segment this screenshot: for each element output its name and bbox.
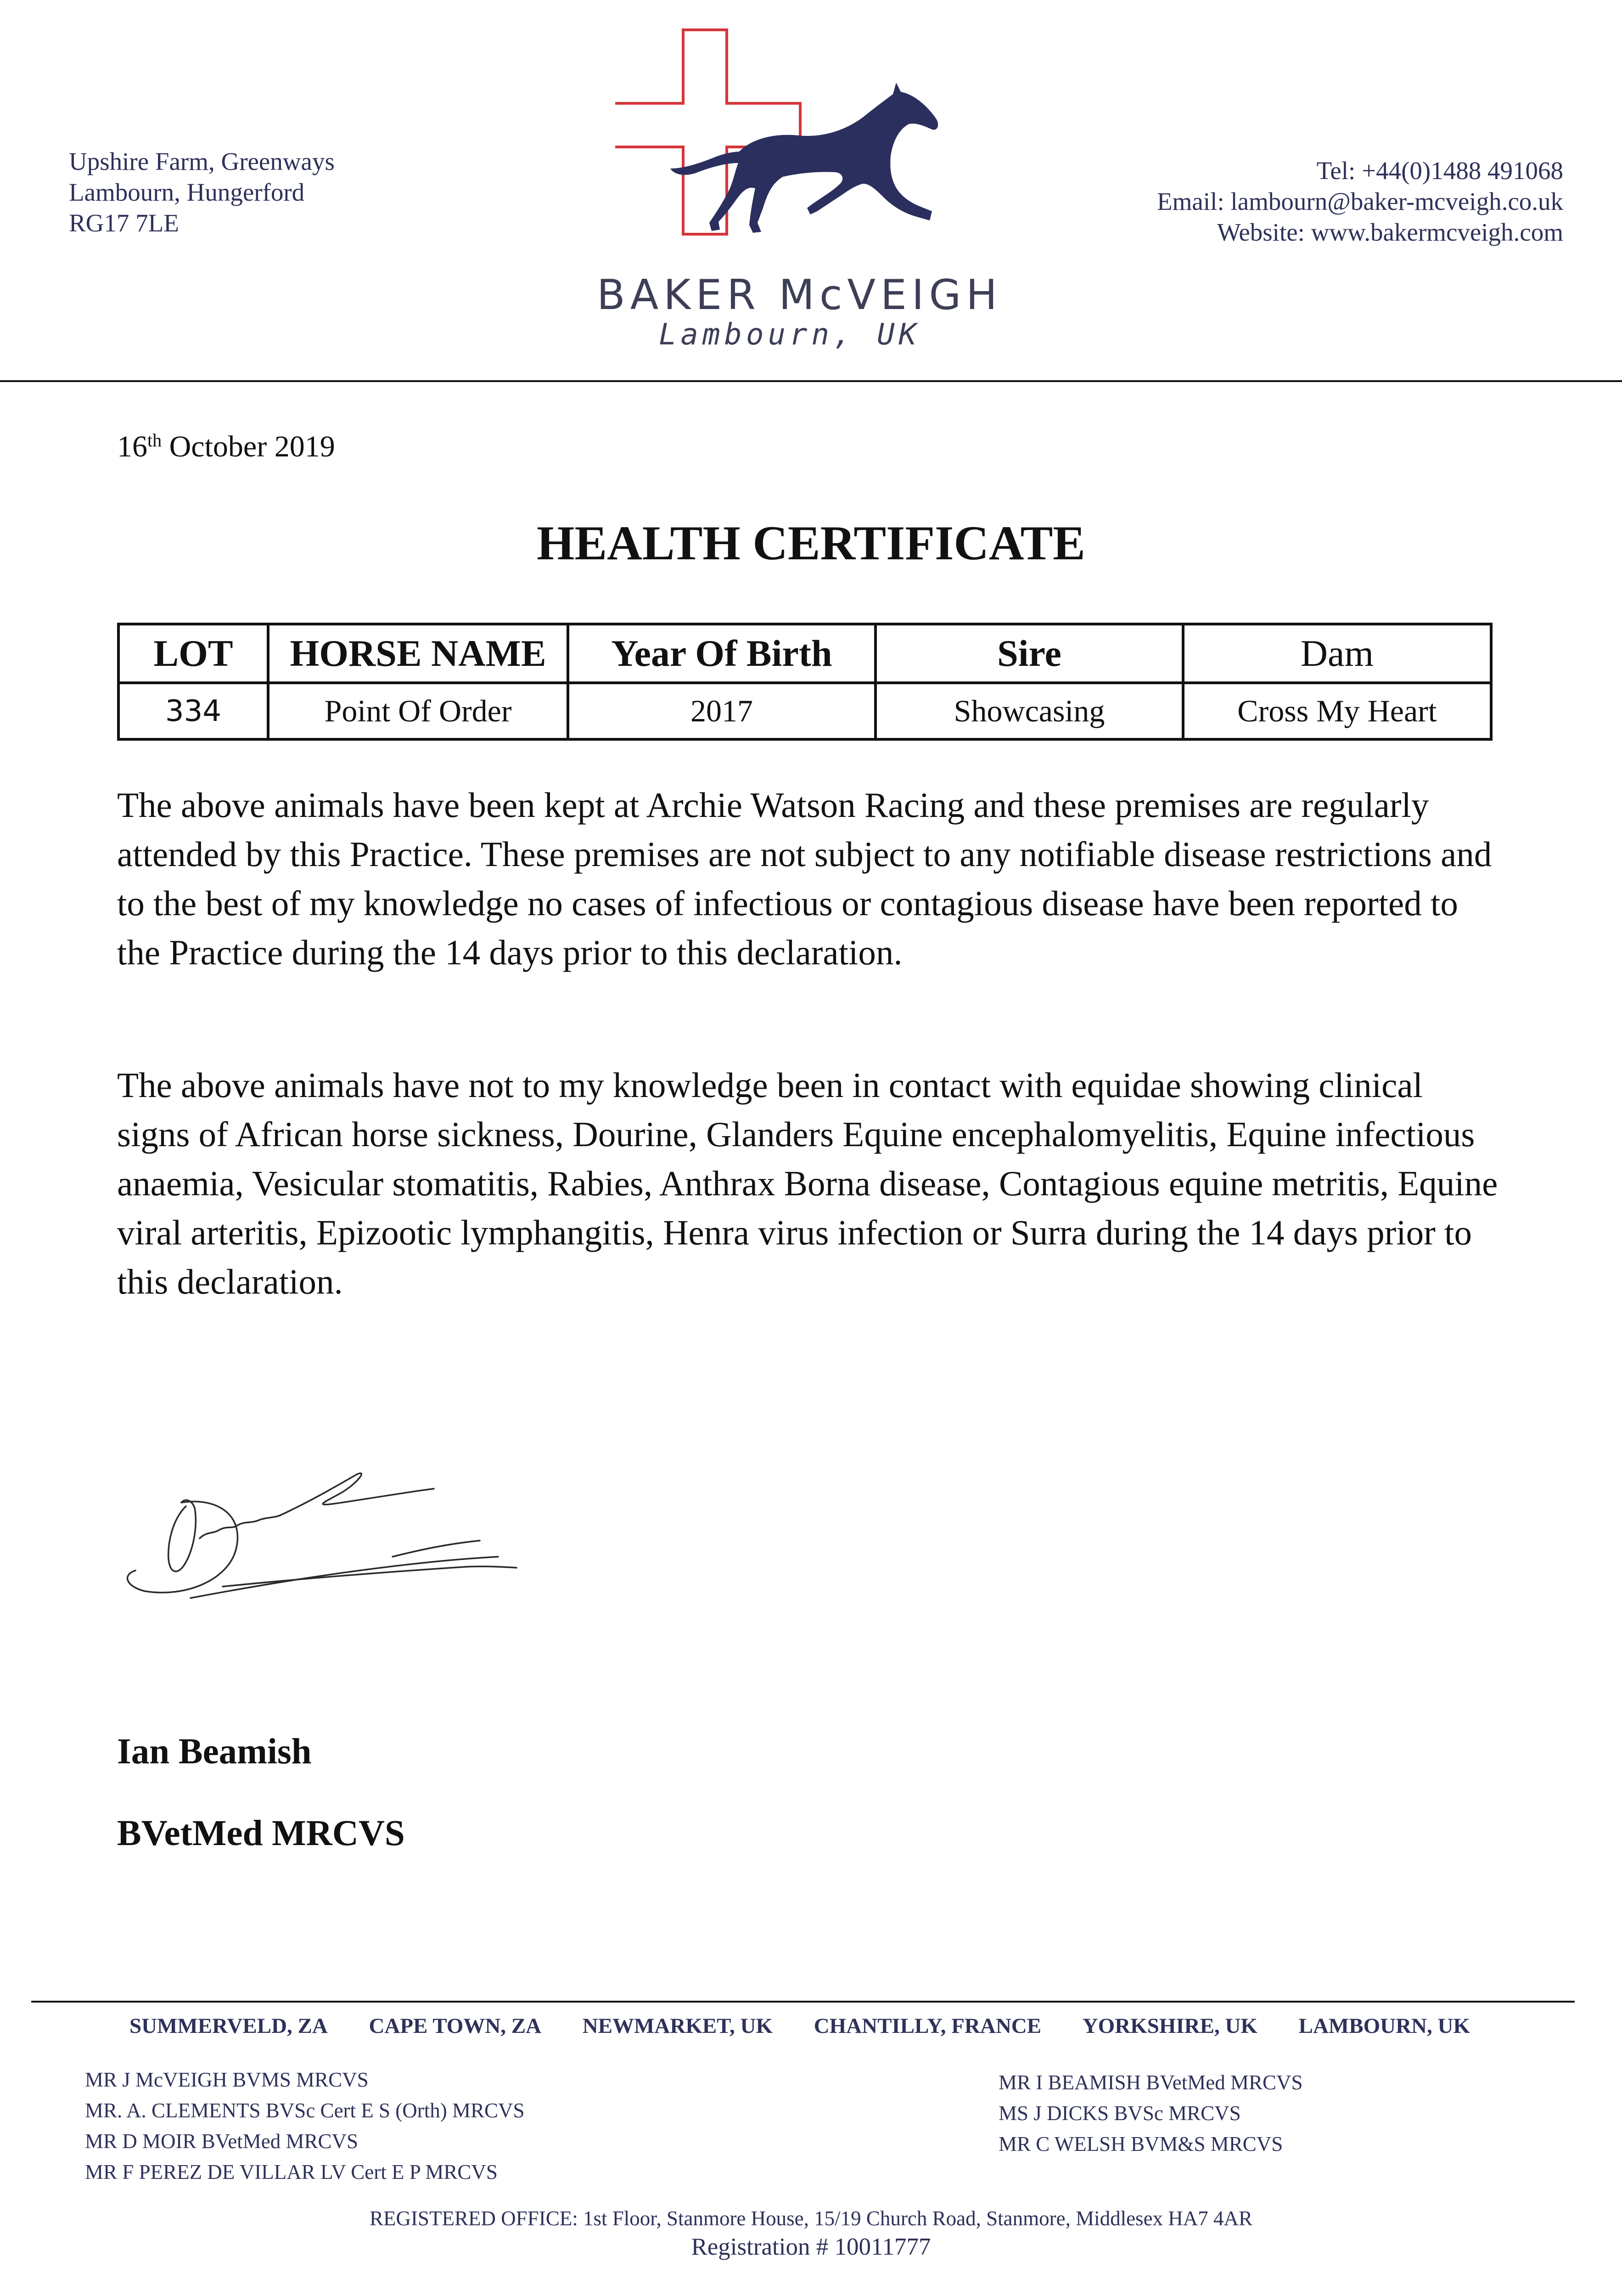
office-location: SUMMERVELD, ZA bbox=[129, 2014, 328, 2038]
practice-contact bbox=[1157, 155, 1563, 248]
signatory-name: Ian Beamish bbox=[117, 1732, 312, 1772]
vet-list-right bbox=[999, 2067, 1303, 2160]
address-line: RG17 7LE bbox=[69, 209, 179, 237]
header-lot: LOT bbox=[118, 624, 268, 683]
horse-details-table bbox=[117, 623, 1493, 741]
registered-office: REGISTERED OFFICE: 1st Floor, Stanmore House, 15/19 Church Road, Stanmore, Middlesex HA7 4AR bbox=[369, 2207, 1253, 2230]
horse-icon bbox=[670, 83, 938, 233]
office-location: CAPE TOWN, ZA bbox=[369, 2014, 542, 2038]
office-location: CHANTILLY, FRANCE bbox=[814, 2014, 1042, 2038]
vet-name: MR D MOIR BVetMed MRCVS bbox=[85, 2130, 359, 2153]
contact-email: Email: lambourn@baker-mcveigh.co.uk bbox=[1157, 187, 1563, 215]
table-row bbox=[118, 683, 1491, 739]
office-location: NEWMARKET, UK bbox=[582, 2014, 773, 2038]
vet-name: MR I BEAMISH BVetMed MRCVS bbox=[999, 2071, 1303, 2094]
vet-name: MS J DICKS BVSc MRCVS bbox=[999, 2102, 1241, 2125]
vet-name: MR. A. CLEMENTS BVSc Cert E S (Orth) MRCVS bbox=[85, 2099, 525, 2122]
header-dam: Dam bbox=[1183, 624, 1491, 683]
horse-cross-logo-icon bbox=[615, 25, 982, 273]
cell-year-of-birth: 2017 bbox=[568, 683, 876, 739]
cell-sire: Showcasing bbox=[876, 683, 1183, 739]
brand-location: Lambourn, UK bbox=[658, 318, 921, 352]
contact-website: Website: www.bakermcveigh.com bbox=[1217, 218, 1563, 246]
date-rest: October 2019 bbox=[162, 430, 335, 463]
office-locations bbox=[129, 2014, 1470, 2038]
signatory-qualifications: BVetMed MRCVS bbox=[117, 1813, 405, 1853]
date-suffix: th bbox=[147, 430, 162, 450]
address-line: Upshire Farm, Greenways bbox=[69, 147, 335, 175]
address-line: Lambourn, Hungerford bbox=[69, 178, 305, 206]
handwritten-signature bbox=[117, 1446, 544, 1630]
premises-statement: The above animals have been kept at Archie Watson Racing and these premises are regularly attended by this Practice. These premises are not subject to any notifiable disease restrictions and to the best of my knowledge no cases of infectious or contagious disease have been reported to the Practice during the 14 days prior to this declaration. bbox=[117, 785, 1492, 972]
header-year-of-birth: Year Of Birth bbox=[568, 624, 876, 683]
header-horse-name: HORSE NAME bbox=[268, 624, 568, 683]
header-sire: Sire bbox=[876, 624, 1183, 683]
certificate-date bbox=[117, 429, 335, 464]
vet-name: MR J McVEIGH BVMS MRCVS bbox=[85, 2068, 369, 2091]
red-cross-icon bbox=[615, 30, 800, 234]
table-header-row bbox=[118, 624, 1491, 683]
office-location: LAMBOURN, UK bbox=[1298, 2014, 1470, 2038]
cell-dam: Cross My Heart bbox=[1183, 683, 1491, 739]
date-day: 16 bbox=[117, 430, 147, 463]
practice-address bbox=[69, 146, 335, 238]
contact-phone: Tel: +44(0)1488 491068 bbox=[1316, 157, 1563, 185]
brand-name: BAKER McVEIGH bbox=[597, 271, 1002, 319]
vet-name: MR F PEREZ DE VILLAR LV Cert E P MRCVS bbox=[85, 2161, 498, 2183]
disease-contact-statement: The above animals have not to my knowledge been in contact with equidae showing clinical signs of African horse sickness, Dourine, Glanders Equine encephalomyelitis, Equine infectious anaemia, Vesicular stomatitis, Rabies, Anthrax Borna disease, Contagious equine metritis, Equine viral arteritis, Epizootic lymphangitis, Henra virus infection or Surra during the 14 days prior to this declaration. bbox=[117, 1065, 1498, 1301]
header-divider bbox=[0, 380, 1622, 382]
office-location: YORKSHIRE, UK bbox=[1082, 2014, 1257, 2038]
registration-number: Registration # 10011777 bbox=[691, 2234, 931, 2260]
vet-list-left bbox=[85, 2065, 525, 2188]
cell-horse-name: Point Of Order bbox=[268, 683, 568, 739]
document-title: HEALTH CERTIFICATE bbox=[537, 516, 1085, 570]
cell-lot: 334 bbox=[118, 683, 268, 739]
vet-name: MR C WELSH BVM&S MRCVS bbox=[999, 2133, 1283, 2155]
footer-divider bbox=[31, 2001, 1575, 2003]
